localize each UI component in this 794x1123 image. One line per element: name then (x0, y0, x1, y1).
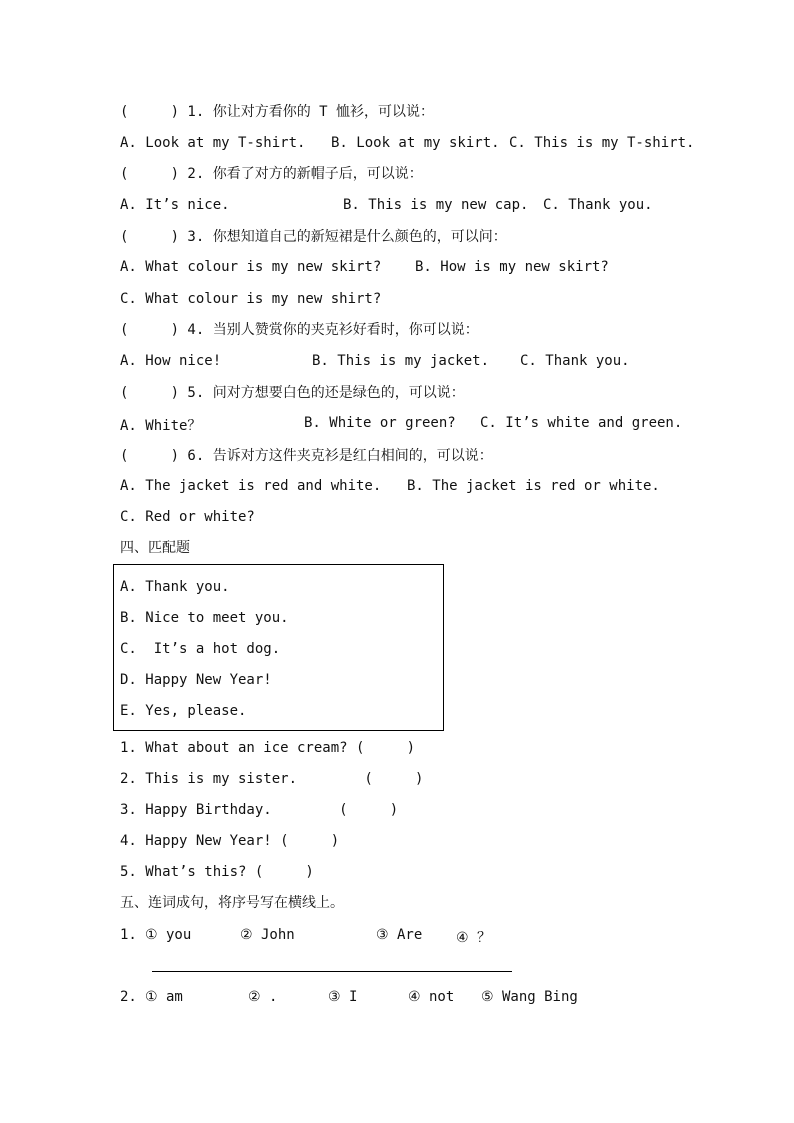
answer-line[interactable] (152, 971, 512, 972)
question-stem: ( ) 4. 当别人赞赏你的夹克衫好看时，你可以说： (120, 322, 479, 338)
question-stem: ( ) 2. 你看了对方的新帽子后，可以说： (120, 166, 423, 182)
word-card: ③ Are (376, 927, 423, 943)
match-item: 1. What about an ice cream? ( ) (120, 740, 416, 756)
option-b: B. This is my new cap. (343, 197, 529, 213)
option-a: A. What colour is my new skirt? (120, 259, 382, 275)
option-a: A. How nice! (120, 353, 222, 369)
choice-item: E. Yes, please. (120, 703, 247, 719)
choice-item: A. Thank you. (120, 579, 230, 595)
match-item: 4. Happy New Year! ( ) (120, 833, 340, 849)
option-c: C. Red or white? (120, 509, 255, 525)
option-c: C. It’s white and green. (480, 415, 683, 431)
word-card: ③ I (328, 989, 358, 1005)
question-number: 1. (120, 927, 137, 943)
question-stem: ( ) 5. 问对方想要白色的还是绿色的，可以说： (120, 385, 465, 401)
section-title: 四、匹配题 (120, 540, 190, 556)
question-stem: ( ) 6. 告诉对方这件夹克衫是红白相间的，可以说： (120, 448, 493, 464)
section-title: 五、连词成句，将序号写在横线上。 (120, 895, 344, 911)
option-b: B. White or green? (304, 415, 456, 431)
option-b: B. The jacket is red or white. (407, 478, 660, 494)
option-a: A. White？ (120, 418, 202, 434)
option-b: B. This is my jacket. (312, 353, 490, 369)
option-c: C. Thank you. (520, 353, 630, 369)
word-card: ② John (240, 927, 295, 943)
option-c: C. What colour is my new shirt? (120, 291, 382, 307)
question-stem: ( ) 3. 你想知道自己的新短裙是什么颜色的，可以问： (120, 229, 507, 245)
choice-item: C. It’s a hot dog. (120, 641, 281, 657)
choice-item: D. Happy New Year! (120, 672, 272, 688)
option-a: A. The jacket is red and white. (120, 478, 382, 494)
question-stem: ( ) 1. 你让对方看你的 T 恤衫，可以说： (120, 104, 435, 120)
word-card: ② . (248, 989, 278, 1005)
option-c: C. Thank you. (543, 197, 653, 213)
option-c: C. This is my T-shirt. (509, 135, 695, 151)
option-a: A. It’s nice. (120, 197, 230, 213)
question-number: 2. (120, 989, 137, 1005)
option-a: A. Look at my T-shirt. (120, 135, 306, 151)
match-item: 3. Happy Birthday. ( ) (120, 802, 399, 818)
match-item: 5. What’s this? ( ) (120, 864, 314, 880)
word-card: ① am (145, 989, 183, 1005)
word-card: ④ ？ (456, 930, 491, 946)
answer-choices-box (113, 564, 444, 731)
choice-item: B. Nice to meet you. (120, 610, 289, 626)
match-item: 2. This is my sister. ( ) (120, 771, 424, 787)
option-b: B. Look at my skirt. (331, 135, 500, 151)
word-card: ① you (145, 927, 192, 943)
option-b: B. How is my new skirt? (415, 259, 609, 275)
word-card: ⑤ Wang Bing (481, 989, 578, 1005)
word-card: ④ not (408, 989, 455, 1005)
